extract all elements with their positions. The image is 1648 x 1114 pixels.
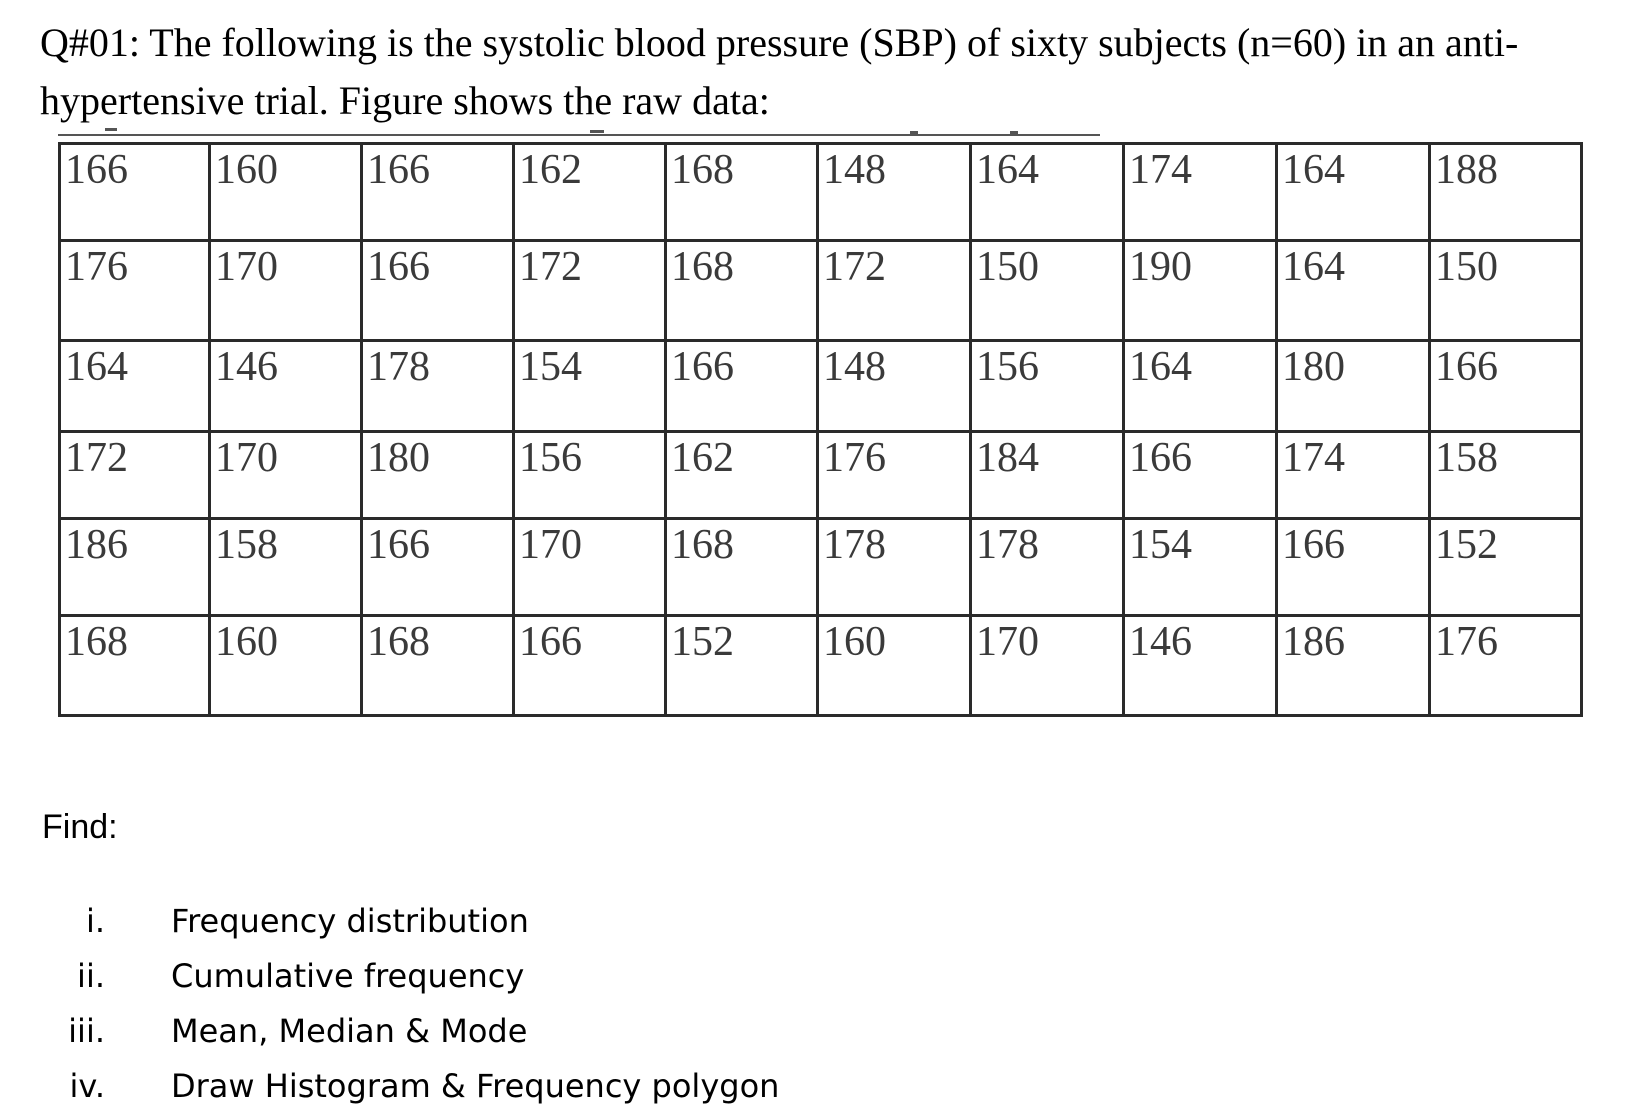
table-cell: 156 bbox=[971, 341, 1124, 432]
table-cell: 178 bbox=[818, 519, 971, 616]
table-cell: 164 bbox=[1277, 144, 1430, 241]
table-cell: 166 bbox=[362, 144, 514, 241]
table-cell: 160 bbox=[210, 616, 362, 716]
task-list bbox=[0, 894, 900, 1114]
table-cell: 172 bbox=[60, 432, 210, 519]
table-cell: 166 bbox=[1277, 519, 1430, 616]
table-cell: 180 bbox=[1277, 341, 1430, 432]
table-cell: 156 bbox=[514, 432, 666, 519]
table-cell: 154 bbox=[1124, 519, 1277, 616]
table-cell: 168 bbox=[60, 616, 210, 716]
table-row bbox=[60, 519, 1582, 616]
scan-artifact-mark bbox=[1010, 131, 1018, 134]
table-cell: 176 bbox=[1430, 616, 1582, 716]
table-cell: 172 bbox=[514, 241, 666, 341]
table-cell: 162 bbox=[514, 144, 666, 241]
table-cell: 148 bbox=[818, 341, 971, 432]
table-cell: 170 bbox=[514, 519, 666, 616]
table-cell: 190 bbox=[1124, 241, 1277, 341]
table-row bbox=[60, 432, 1582, 519]
list-item-number: ii. bbox=[77, 957, 105, 995]
table-cell: 170 bbox=[210, 241, 362, 341]
table-cell: 166 bbox=[1124, 432, 1277, 519]
table-row bbox=[60, 144, 1582, 241]
table-cell: 174 bbox=[1124, 144, 1277, 241]
table-cell: 172 bbox=[818, 241, 971, 341]
table-row bbox=[60, 341, 1582, 432]
table-cell: 152 bbox=[1430, 519, 1582, 616]
sbp-data-table bbox=[58, 142, 1583, 717]
list-item-text: Draw Histogram & Frequency polygon bbox=[171, 1067, 780, 1105]
table-cell: 152 bbox=[666, 616, 818, 716]
table-cell: 170 bbox=[971, 616, 1124, 716]
table-cell: 184 bbox=[971, 432, 1124, 519]
table-cell: 158 bbox=[1430, 432, 1582, 519]
table-cell: 176 bbox=[60, 241, 210, 341]
table-cell: 180 bbox=[362, 432, 514, 519]
table-cell: 168 bbox=[362, 616, 514, 716]
table-cell: 166 bbox=[514, 616, 666, 716]
table-cell: 146 bbox=[210, 341, 362, 432]
table-cell: 150 bbox=[971, 241, 1124, 341]
list-item bbox=[0, 894, 900, 949]
scan-artifact-mark bbox=[105, 128, 117, 131]
table-cell: 162 bbox=[666, 432, 818, 519]
table-cell: 166 bbox=[60, 144, 210, 241]
table-cell: 164 bbox=[1124, 341, 1277, 432]
list-item bbox=[0, 1059, 900, 1114]
question-text: Q#01: The following is the systolic blood pressure (SBP) of sixty subjects (n=60) in an anti-hypertensive trial. Figure shows the raw data: bbox=[40, 20, 1519, 123]
list-item-text: Frequency distribution bbox=[171, 902, 529, 940]
table-cell: 178 bbox=[971, 519, 1124, 616]
scan-artifact-mark bbox=[910, 131, 918, 134]
table-cell: 168 bbox=[666, 241, 818, 341]
table-cell: 166 bbox=[362, 241, 514, 341]
list-item-text: Cumulative frequency bbox=[171, 957, 525, 995]
table-cell: 160 bbox=[210, 144, 362, 241]
table-cell: 160 bbox=[818, 616, 971, 716]
find-label: Find: bbox=[42, 808, 118, 846]
table-cell: 170 bbox=[210, 432, 362, 519]
table-cell: 186 bbox=[1277, 616, 1430, 716]
table-cell: 150 bbox=[1430, 241, 1582, 341]
table-cell: 174 bbox=[1277, 432, 1430, 519]
list-item-number: i. bbox=[85, 902, 105, 940]
table-cell: 146 bbox=[1124, 616, 1277, 716]
list-item bbox=[0, 1004, 900, 1059]
table-cell: 154 bbox=[514, 341, 666, 432]
table-cell: 166 bbox=[362, 519, 514, 616]
table-cell: 148 bbox=[818, 144, 971, 241]
list-item-number: iii. bbox=[68, 1012, 105, 1050]
list-item-text: Mean, Median & Mode bbox=[171, 1012, 528, 1050]
table-cell: 168 bbox=[666, 144, 818, 241]
list-item bbox=[0, 949, 900, 1004]
table-cell: 164 bbox=[1277, 241, 1430, 341]
table-row bbox=[60, 616, 1582, 716]
scan-artifact-mark bbox=[590, 130, 604, 133]
table-cell: 166 bbox=[666, 341, 818, 432]
table-cell: 186 bbox=[60, 519, 210, 616]
table-cell: 168 bbox=[666, 519, 818, 616]
list-item-number: iv. bbox=[69, 1067, 105, 1105]
table-cell: 178 bbox=[362, 341, 514, 432]
table-cell: 164 bbox=[60, 341, 210, 432]
scan-artifact-line bbox=[58, 134, 1100, 136]
table-cell: 164 bbox=[971, 144, 1124, 241]
table-cell: 158 bbox=[210, 519, 362, 616]
table-cell: 176 bbox=[818, 432, 971, 519]
table-cell: 188 bbox=[1430, 144, 1582, 241]
table-cell: 166 bbox=[1430, 341, 1582, 432]
table-row bbox=[60, 241, 1582, 341]
